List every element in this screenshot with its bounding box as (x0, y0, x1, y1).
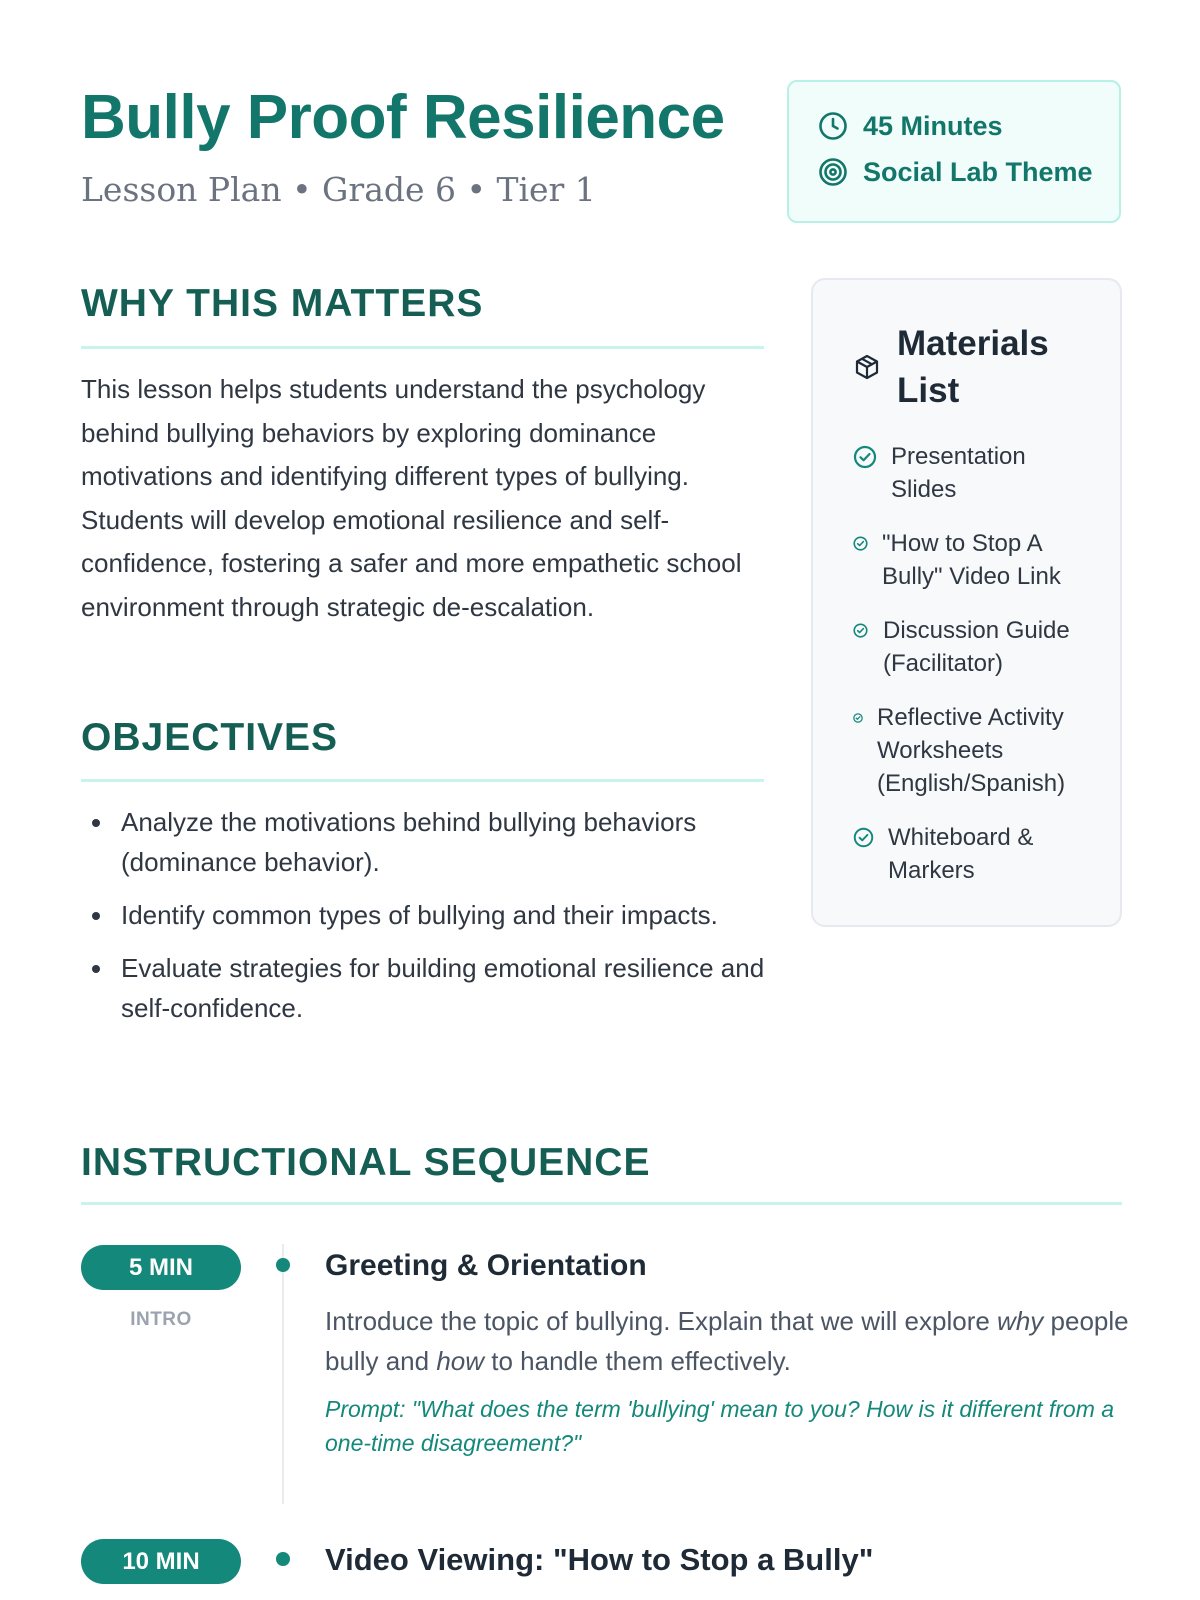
material-label: Discussion Guide (Facilitator) (883, 617, 1070, 677)
target-icon (817, 156, 849, 188)
objective-item: Identify common types of bullying and their impacts. (81, 895, 771, 935)
clock-icon (817, 110, 849, 142)
step-phase-label: INTRO (130, 1309, 192, 1330)
objectives-heading: OBJECTIVES (81, 716, 339, 759)
sequence-divider (81, 1202, 1122, 1205)
material-label: Presentation Slides (891, 443, 1026, 503)
step-title: Video Viewing: "How to Stop a Bully" (325, 1542, 874, 1577)
timeline-dot (276, 1552, 290, 1566)
material-item (853, 440, 1081, 506)
check-circle-icon (853, 623, 868, 638)
sequence-heading: INSTRUCTIONAL SEQUENCE (81, 1141, 651, 1184)
materials-card (811, 278, 1122, 927)
theme-row (817, 156, 1119, 188)
objectives-list (81, 802, 771, 1041)
duration-label: 45 Minutes (863, 110, 1003, 141)
step-time-badge: 10 MIN (81, 1539, 241, 1584)
why-divider (81, 346, 764, 349)
step-description (325, 1301, 1130, 1381)
theme-label: Social Lab Theme (863, 156, 1093, 187)
timeline-dot (276, 1258, 290, 1272)
why-heading: WHY THIS MATTERS (81, 282, 484, 325)
duration-row (817, 110, 1119, 142)
objective-item: Evaluate strategies for building emotional resilience and self-confidence. (81, 948, 771, 1028)
material-item (853, 527, 1082, 593)
objective-item: Analyze the motivations behind bullying behaviors (dominance behavior). (81, 802, 771, 882)
step-desc-text: people bully and (325, 1306, 1129, 1376)
page-title: Bully Proof Resilience (81, 83, 725, 152)
material-label: Whiteboard & Markers (888, 824, 1034, 884)
material-label: Reflective Activity Worksheets (English/Spanish) (877, 704, 1066, 797)
material-item (853, 614, 1088, 680)
step-desc-text: Introduce the topic of bullying. Explain that we will explore (325, 1306, 998, 1336)
step-desc-emphasis: how (436, 1346, 485, 1376)
material-label: "How to Stop A Bully" Video Link (882, 530, 1061, 590)
check-circle-icon (853, 445, 877, 469)
check-circle-icon (853, 713, 863, 723)
material-item (853, 701, 1087, 800)
objectives-divider (81, 779, 764, 782)
page-subtitle: Lesson Plan • Grade 6 • Tier 1 (81, 170, 596, 209)
lesson-meta-box (787, 80, 1121, 223)
material-item (853, 821, 1058, 887)
materials-header (853, 320, 1077, 414)
step-title: Greeting & Orientation (325, 1249, 647, 1282)
why-text: This lesson helps students understand the psychology behind bullying behaviors by exploring dominance motivations and identifying different types of bullying. Students will develop emotional resilience and self-confidence, fostering a safer and more empathetic school environment through strategic de-escalation. (81, 374, 742, 622)
step-desc-text: to handle them effectively. (484, 1346, 791, 1376)
materials-title: Materials List (897, 324, 1049, 410)
check-circle-icon (853, 536, 868, 551)
check-circle-icon (853, 827, 874, 848)
step-time-badge: 5 MIN (81, 1245, 241, 1290)
package-icon (853, 353, 881, 381)
timeline-line (282, 1244, 284, 1504)
step-prompt: Prompt: "What does the term 'bullying' mean to you? How is it different from a one-time disagreement?" (325, 1396, 1115, 1456)
step-desc-emphasis: why (997, 1306, 1044, 1336)
